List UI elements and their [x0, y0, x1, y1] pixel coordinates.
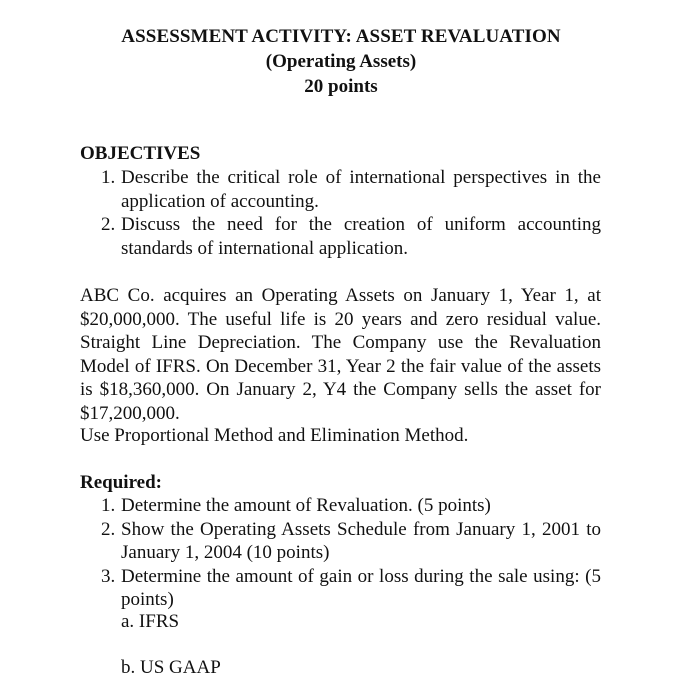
document-points: 20 points: [304, 76, 378, 97]
objective-text: Describe the critical role of international perspectives in the application of accounting.: [121, 167, 601, 212]
problem-paragraph: ABC Co. acquires an Operating Assets on January 1, Year 1, at $20,000,000. The useful life is 20 years and zero residual value. Straight Line Depreciation. The Company use the Revaluation Model of IFRS. On December 31, Year 2 the fair value of the assets is $18,360,000. On January 2, Y4 the Company sells the asset for $17,200,000.: [80, 285, 601, 424]
required-text: Determine the amount of gain or loss during the sale using: (5 points): [121, 565, 601, 610]
document-title: ASSESSMENT ACTIVITY: ASSET REVALUATION: [121, 26, 561, 47]
objectives-list: [101, 166, 601, 260]
required-item: [101, 518, 601, 565]
objectives-heading: OBJECTIVES: [80, 143, 201, 164]
document-subtitle: (Operating Assets): [265, 51, 417, 72]
objective-number: 2.: [101, 214, 116, 235]
required-number: 3.: [101, 565, 116, 587]
required-item: [101, 565, 601, 612]
document-header: [0, 24, 682, 99]
required-number: 1.: [101, 495, 116, 516]
required-sub-a: a. IFRS: [121, 611, 180, 632]
required-heading: Required:: [80, 472, 162, 493]
required-item: [101, 494, 601, 518]
required-sub-b: b. US GAAP: [121, 657, 221, 678]
required-list: [101, 494, 601, 612]
objective-item: [101, 166, 601, 213]
required-text: Determine the amount of Revaluation. (5 points): [121, 495, 491, 516]
required-text: Show the Operating Assets Schedule from January 1, 2001 to January 1, 2004 (10 points): [121, 518, 601, 563]
objective-number: 1.: [101, 167, 116, 188]
objective-item: [101, 213, 601, 260]
method-line: Use Proportional Method and Elimination Method.: [80, 425, 469, 446]
objective-text: Discuss the need for the creation of uniform accounting standards of international application.: [121, 214, 601, 259]
required-number: 2.: [101, 518, 116, 540]
